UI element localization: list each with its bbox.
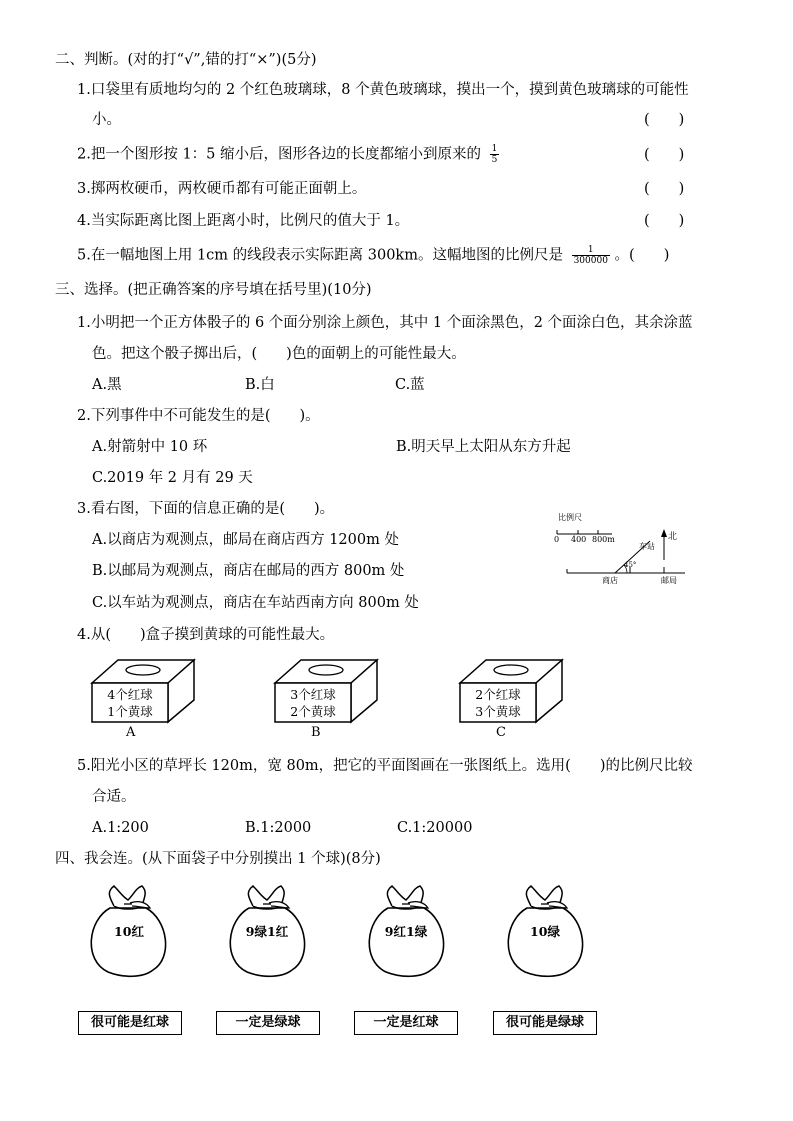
bag-2-label[interactable]: 9绿1红: [245, 924, 289, 939]
box-a-contents: 4个红球 1个黄球: [107, 687, 153, 719]
map-scale-label: 比例尺: [558, 513, 582, 522]
choice-q5-line2: 合适。: [92, 789, 136, 805]
judge-q2-text: 2.把一个图形按 1：5 缩小后，图形各边的长度都缩小到原来的: [77, 146, 482, 163]
box-c-letter[interactable]: C: [496, 725, 506, 740]
map-tick-800m: 800m: [592, 535, 615, 544]
map-shop-label: 商店: [602, 576, 618, 585]
box-b-contents: 3个红球 2个黄球: [290, 687, 336, 719]
choice-q1-option-c[interactable]: C.蓝: [395, 377, 425, 393]
choice-q3-option-a[interactable]: A.以商店为观测点，邮局在商店西方 1200m 处: [92, 532, 399, 548]
choice-q1-line1: 1.小明把一个正方体骰子的 6 个面分别涂上颜色，其中 1 个面涂黑色，2 个面涂白色，其余涂蓝: [77, 315, 693, 331]
judge-q1-line1: 1.口袋里有质地均匀的 2 个红色玻璃球，8 个黄色玻璃球，摸出一个，摸到黄色玻璃球的可能性: [77, 82, 689, 98]
section-2-title: 二、判断。(对的打“√”,错的打“×”)(5分): [55, 52, 317, 68]
choice-q2-option-a[interactable]: A.射箭射中 10 环: [92, 439, 208, 455]
fraction-1-300000: $\frac{1}{300000}$: [573, 245, 608, 266]
judge-q5-end[interactable]: 。( ): [614, 247, 670, 264]
answer-box-2[interactable]: 一定是绿球: [216, 1011, 320, 1035]
answer-paren-2[interactable]: ( ): [644, 147, 685, 163]
fraction-1-5: $\frac{1}{5}$: [491, 144, 498, 165]
answer-paren-3[interactable]: ( ): [644, 181, 685, 197]
box-b-letter[interactable]: B: [311, 725, 321, 740]
choice-q3-option-b[interactable]: B.以邮局为观测点，商店在邮局的西方 800m 处: [92, 563, 405, 579]
answer-box-1[interactable]: 很可能是红球: [78, 1011, 182, 1035]
judge-q1-line2: 小。: [92, 112, 121, 128]
map-north-label: 北: [668, 532, 678, 542]
section-4-title: 四、我会连。(从下面袋子中分别摸出 1 个球)(8分): [55, 851, 381, 867]
box-c-contents: 2个红球 3个黄球: [475, 687, 521, 719]
choice-q2-option-c[interactable]: C.2019 年 2 月有 29 天: [92, 470, 253, 486]
choice-q5-line1: 5.阳光小区的草坪长 120m，宽 80m，把它的平面图画在一张图纸上。选用( )的比例尺比较: [77, 758, 693, 774]
choice-q5-option-c[interactable]: C.1:20000: [397, 820, 473, 836]
map-post-label: 邮局: [661, 576, 677, 585]
map-tick-0: 0: [554, 535, 560, 544]
choice-q5-option-a[interactable]: A.1:200: [92, 820, 149, 836]
map-angle-label: 45°: [624, 561, 637, 569]
choice-q1-option-b[interactable]: B.白: [245, 377, 275, 393]
judge-q4: 4.当实际距离比图上距离小时，比例尺的值大于 1。: [77, 213, 410, 229]
choice-q3-option-c[interactable]: C.以车站为观测点，商店在车站西南方向 800m 处: [92, 595, 419, 611]
bag-3-label[interactable]: 9红1绿: [384, 924, 428, 939]
answer-paren-1[interactable]: ( ): [644, 112, 685, 128]
box-a-letter[interactable]: A: [126, 725, 136, 740]
choice-q2-option-b[interactable]: B.明天早上太阳从东方升起: [396, 439, 571, 455]
choice-q2: 2.下列事件中不可能发生的是( )。: [77, 408, 320, 424]
answer-box-3[interactable]: 一定是红球: [354, 1011, 458, 1035]
answer-paren-4[interactable]: ( ): [644, 213, 685, 229]
map-station-label: 车站: [639, 542, 655, 551]
bag-1-label[interactable]: 10红: [114, 924, 144, 939]
judge-q3: 3.掷两枚硬币，两枚硬币都有可能正面朝上。: [77, 181, 367, 197]
choice-q4: 4.从( )盒子摸到黄球的可能性最大。: [77, 627, 335, 643]
answer-box-4[interactable]: 很可能是绿球: [493, 1011, 597, 1035]
choice-q1-line2: 色。把这个骰子掷出后，( )色的面朝上的可能性最大。: [92, 346, 466, 362]
map-tick-400: 400: [571, 535, 587, 544]
choice-q1-option-a[interactable]: A.黑: [92, 377, 122, 393]
choice-q3: 3.看右图，下面的信息正确的是( )。: [77, 501, 335, 517]
choice-q5-option-b[interactable]: B.1:2000: [245, 820, 312, 836]
bag-4-label[interactable]: 10绿: [530, 924, 560, 939]
section-3-title: 三、选择。(把正确答案的序号填在括号里)(10分): [55, 282, 372, 298]
judge-q5-text: 5.在一幅地图上用 1cm 的线段表示实际距离 300km。这幅地图的比例尺是: [77, 247, 563, 264]
